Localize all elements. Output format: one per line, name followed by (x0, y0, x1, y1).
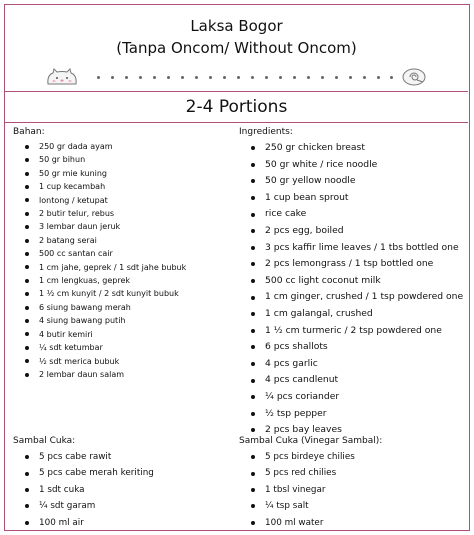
list-item: 4 pcs candlenut (239, 372, 467, 389)
list-item: 500 cc light coconut milk (239, 273, 467, 290)
list-item: 4 siung bawang putih (13, 314, 233, 327)
portions-divider (5, 122, 468, 123)
recipe-subtitle: (Tanpa Oncom/ Without Oncom) (116, 39, 357, 57)
list-item: rice cake (239, 206, 467, 223)
list-item: ½ tsp pepper (239, 406, 467, 423)
list-item: 1 ½ cm turmeric / 2 tsp powdered one (239, 323, 467, 340)
list-item: 50 gr bihun (13, 153, 233, 166)
list-item: 3 pcs kaffir lime leaves / 1 tbs bottled one (239, 240, 467, 257)
list-item: 1 tbsl vinegar (239, 482, 467, 498)
sambal-cuka-list (13, 449, 233, 531)
list-item: ¼ pcs coriander (239, 389, 467, 406)
list-item: lontong / ketupat (13, 194, 233, 207)
list-item: 5 pcs cabe rawit (13, 449, 233, 465)
list-item: 1 cup bean sprout (239, 190, 467, 207)
list-item: 4 pcs garlic (239, 356, 467, 373)
list-item: 2 lembar daun salam (13, 368, 233, 381)
list-item: 1 cm ginger, crushed / 1 tsp powdered one (239, 289, 467, 306)
list-item: 2 pcs lemongrass / 1 tsp bottled one (239, 256, 467, 273)
list-item: 50 gr white / rice noodle (239, 157, 467, 174)
list-item: ¼ sdt ketumbar (13, 341, 233, 354)
list-item: 5 pcs cabe merah keriting (13, 465, 233, 481)
list-item: 2 pcs bay leaves (239, 422, 467, 439)
dotted-line (97, 76, 393, 78)
bahan-section (13, 126, 233, 381)
list-item: 250 gr dada ayam (13, 140, 233, 153)
list-item: 2 pcs egg, boiled (239, 223, 467, 240)
ingredients-title: Ingredients: (239, 127, 293, 137)
vinegar-sambal-title: Sambal Cuka (Vinegar Sambal): (239, 436, 383, 446)
list-item: 5 pcs birdeye chilies (239, 449, 467, 465)
list-item: ¼ sdt garam (13, 498, 233, 514)
list-item: 100 ml water (239, 515, 467, 531)
portions-heading: 2-4 Portions (185, 97, 288, 117)
list-item: ¼ tsp salt (239, 498, 467, 514)
list-item: 250 gr chicken breast (239, 140, 467, 157)
list-item: 3 lembar daun jeruk (13, 220, 233, 233)
vinegar-sambal-section (239, 435, 467, 531)
list-item: 50 gr yellow noodle (239, 173, 467, 190)
recipe-title: Laksa Bogor (190, 17, 283, 35)
list-item: 4 butir kemiri (13, 328, 233, 341)
list-item: 1 cm galangal, crushed (239, 306, 467, 323)
list-item: 500 cc santan cair (13, 247, 233, 260)
recipe-card (4, 4, 470, 531)
list-item: 1 sdt cuka (13, 482, 233, 498)
recipe-header (5, 5, 468, 91)
list-item: 1 cup kecambah (13, 180, 233, 193)
list-item: 6 siung bawang merah (13, 301, 233, 314)
vinegar-sambal-list (239, 449, 467, 531)
sambal-cuka-title: Sambal Cuka: (13, 436, 76, 446)
snail-icon (401, 67, 427, 87)
sambal-cuka-section (13, 435, 233, 531)
list-item: 2 batang serai (13, 234, 233, 247)
cat-icon (45, 67, 79, 87)
ingredients-section (239, 126, 467, 439)
list-item: 1 ½ cm kunyit / 2 sdt kunyit bubuk (13, 287, 233, 300)
list-item: 6 pcs shallots (239, 339, 467, 356)
list-item: 5 pcs red chilies (239, 465, 467, 481)
list-item: 1 cm lengkuas, geprek (13, 274, 233, 287)
list-item: 2 butir telur, rebus (13, 207, 233, 220)
ingredients-list (239, 140, 467, 439)
list-item: 1 cm jahe, geprek / 1 sdt jahe bubuk (13, 261, 233, 274)
list-item: 100 ml air (13, 515, 233, 531)
bahan-list (13, 140, 233, 381)
header-divider (5, 91, 468, 92)
bahan-title: Bahan: (13, 127, 45, 137)
list-item: ½ sdt merica bubuk (13, 355, 233, 368)
list-item: 50 gr mie kuning (13, 167, 233, 180)
decoration-row (5, 67, 468, 87)
